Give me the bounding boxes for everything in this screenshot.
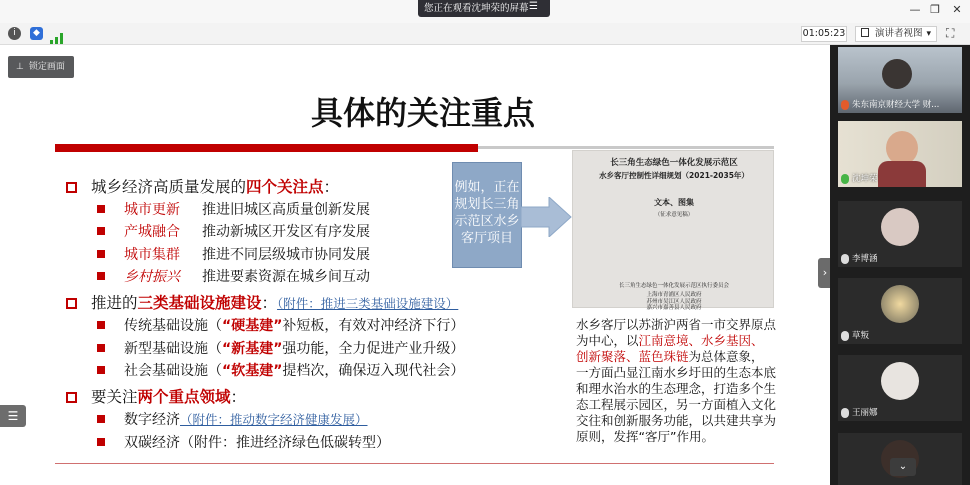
section3-heading	[66, 385, 246, 407]
mic-icon	[841, 254, 849, 264]
filled-square-bullet-icon	[97, 366, 105, 374]
arrow-right-icon	[521, 197, 573, 237]
item-text: 推进不同层级城市协同发展	[202, 247, 370, 263]
shield-icon[interactable]: ◆	[30, 27, 43, 40]
filled-square-bullet-icon	[97, 321, 105, 329]
section2-highlight: 三类基础设施建设	[137, 294, 262, 312]
section1-item	[97, 244, 370, 264]
attachment-link[interactable]: （附件：推进三类基础设施建设）	[277, 296, 459, 311]
example-callout: 例如，正在规划长三角示范区水乡客厅项目	[452, 162, 522, 268]
person-shirt	[878, 161, 926, 187]
person-silhouette	[886, 131, 918, 165]
doc-issuer: 长三角生态绿色一体化发展示范区执行委员会	[618, 283, 729, 289]
minimize-button[interactable]: —	[909, 3, 921, 16]
description-part1: 水乡客厅以苏浙沪两省一市交界原点为中心，以	[576, 317, 777, 348]
slide-title: 具体的关注重点	[310, 94, 535, 132]
meeting-top-bar	[0, 0, 970, 23]
mic-icon	[841, 100, 849, 110]
item-text: 数字经济	[124, 412, 180, 428]
section1-item	[97, 266, 370, 286]
participants-panel	[830, 45, 970, 485]
section3-highlight: 两个重点领域	[137, 388, 231, 406]
doc-issuer: 苏州市吴江区人民政府	[646, 299, 702, 305]
avatar	[881, 208, 919, 246]
slide-bottom-rule	[55, 463, 774, 464]
collapse-panel-icon[interactable]: ›	[818, 258, 832, 288]
filled-square-bullet-icon	[97, 205, 105, 213]
doc-issuer: 上海市青浦区人民政府	[646, 292, 702, 298]
share-notice-text: 您正在观看沈坤荣的屏幕	[424, 3, 529, 14]
item-post: 补短板，有效对冲经济下行）	[282, 318, 465, 334]
pin-icon: ⊥	[16, 62, 24, 72]
doc-title-line2: 水乡客厅控制性详细规划（2021-2035年）	[599, 171, 749, 180]
section2-item	[97, 338, 464, 358]
participant-name: 草叛	[852, 331, 870, 341]
participant-tile[interactable]	[838, 201, 962, 267]
hollow-square-bullet-icon	[66, 182, 77, 193]
item-text: 推进要素资源在城乡间互动	[202, 269, 370, 285]
item-text: 推动新城区开发区有序发展	[202, 224, 370, 240]
item-pre: 社会基础设施（	[124, 363, 222, 379]
participant-name: 沈坤荣	[852, 174, 878, 184]
section2-prefix: 推进的	[91, 294, 138, 312]
section3-item	[97, 409, 368, 429]
item-key: “软基建”	[222, 363, 283, 379]
section1-item	[97, 221, 370, 241]
hollow-square-bullet-icon	[66, 392, 77, 403]
doc-title-line1: 长三角生态绿色一体化发展示范区	[610, 158, 738, 168]
share-menu-icon[interactable]: ☰	[529, 1, 538, 12]
section2-item	[97, 360, 464, 380]
avatar	[881, 285, 919, 323]
list-toggle-icon[interactable]: ☰	[0, 405, 26, 427]
doc-note: （征求意见稿）	[654, 212, 694, 218]
participant-tile[interactable]	[838, 278, 962, 344]
section1-item	[97, 199, 370, 219]
fullscreen-icon[interactable]: ⛶	[946, 26, 955, 40]
attachment-link[interactable]: （附件：推动数字经济健康发展）	[180, 412, 368, 427]
section3-item	[97, 432, 390, 452]
section1-prefix: 城乡经济高质量发展的	[91, 178, 247, 196]
layout-icon	[861, 28, 869, 37]
signal-icon[interactable]	[50, 29, 63, 40]
meeting-timer: 01:05:23	[801, 26, 847, 42]
item-key: 城市更新	[124, 202, 180, 218]
item-pre: 新型基础设施（	[124, 341, 222, 357]
section2-heading	[66, 291, 458, 313]
title-divider-grey	[478, 146, 774, 149]
participant-video-tile[interactable]	[838, 47, 962, 113]
filled-square-bullet-icon	[97, 250, 105, 258]
participant-name: 王丽娜	[852, 408, 878, 418]
filled-square-bullet-icon	[97, 272, 105, 280]
restore-button[interactable]: ❐	[930, 3, 940, 16]
view-mode-label: 演讲者视图	[875, 28, 923, 39]
item-key: “硬基建”	[222, 318, 283, 334]
mic-icon	[841, 408, 849, 418]
section2-suffix: ：	[261, 294, 278, 312]
avatar	[881, 362, 919, 400]
mic-icon	[841, 174, 849, 184]
project-description	[576, 317, 776, 445]
participant-name: 李博涵	[852, 254, 878, 264]
section3-suffix: ：	[230, 388, 247, 406]
item-text: 推进旧城区高质量创新发展	[202, 202, 370, 218]
item-key: 产城融合	[124, 224, 180, 240]
chevron-down-icon: ▾	[926, 29, 931, 39]
mic-icon	[841, 331, 849, 341]
title-divider-red	[55, 144, 478, 152]
section3-prefix: 要关注	[91, 388, 138, 406]
hollow-square-bullet-icon	[66, 298, 77, 309]
item-pre: 传统基础设施（	[124, 318, 222, 334]
item-text: 双碳经济（附件：推进经济绿色低碳转型）	[124, 435, 390, 451]
item-post: 提档次，确保迈入现代社会）	[282, 363, 465, 379]
item-key: 乡村振兴	[124, 269, 180, 285]
doc-subtitle: 文本、图集	[654, 198, 694, 207]
filled-square-bullet-icon	[97, 438, 105, 446]
section2-item	[97, 315, 464, 335]
description-highlight: 江南意境、水乡基因、创新聚落、蓝色珠链	[576, 333, 764, 364]
filled-square-bullet-icon	[97, 344, 105, 352]
doc-issuer: 嘉兴市嘉善县人民政府	[646, 305, 702, 311]
section1-highlight: 四个关注点	[246, 178, 324, 196]
participant-name: 朱东南京财经大学 财...	[852, 100, 940, 110]
lock-view-button[interactable]	[8, 56, 74, 78]
close-button[interactable]: ✕	[952, 3, 962, 16]
section1-heading	[66, 175, 339, 197]
item-key: “新基建”	[222, 341, 283, 357]
meeting-toolbar	[0, 23, 970, 45]
lock-view-label: 锁定画面	[28, 62, 65, 72]
view-mode-dropdown[interactable]	[855, 26, 937, 42]
participant-tile[interactable]	[838, 355, 962, 421]
scroll-down-icon[interactable]: ⌄	[890, 458, 916, 476]
section1-suffix: ：	[323, 178, 340, 196]
planning-document-image	[572, 150, 774, 311]
info-icon[interactable]: i	[8, 27, 21, 40]
item-post: 强功能，全力促进产业升级）	[282, 341, 465, 357]
filled-square-bullet-icon	[97, 415, 105, 423]
person-silhouette	[882, 59, 912, 89]
filled-square-bullet-icon	[97, 227, 105, 235]
item-key: 城市集群	[124, 247, 180, 263]
description-part2: 为总体意象，一方面凸显江南水乡圩田的生态本底和理水治水的生态理念，打造多个生态工程展示园区，另一方面植入文化交往和创新服务功能，以共建共享为原则，发挥“客厅”作用。	[576, 349, 777, 444]
participant-video-tile[interactable]	[838, 121, 962, 187]
